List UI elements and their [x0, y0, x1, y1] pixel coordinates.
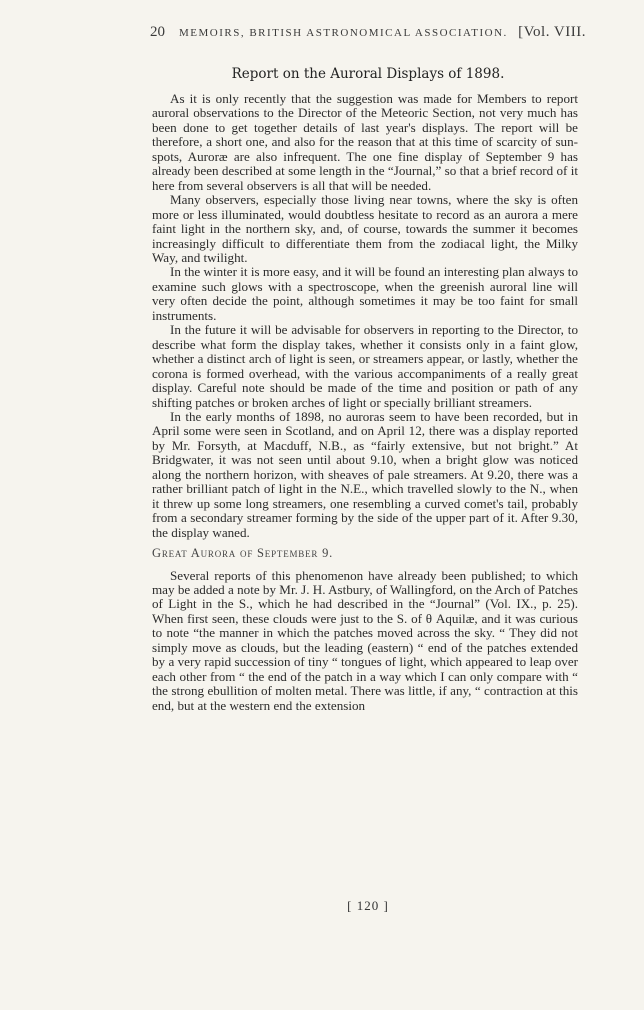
article-title: Report on the Auroral Displays of 1898.	[231, 66, 505, 82]
running-head	[150, 24, 586, 41]
folio-number: [ 120 ]	[347, 898, 389, 913]
section-heading: Great Aurora of September 9.	[152, 546, 334, 561]
journal-title: MEMOIRS, BRITISH ASTRONOMICAL ASSOCIATION.	[179, 27, 508, 39]
section-paragraph: Several reports of this phenomenon have already been published; to which may be added a note by Mr. J. H. Astbury, of Wallingford, on the Arch of Patches of Light in the S., which he had described in the “Journal” (Vol. IX., p. 25). When first seen, these clouds were just to the S. of θ Aquilæ, and it was curious to note “the manner in which the patches moved across the sky. “ They did not simply move as clouds, but the leading (eastern) “ end of the patches extended by a very rapid succession of tiny “ tongues of light, which appeared to leap over each other from “ the end of the patch in a way which I can only compare with “ the strong ebullition of molten metal. There was little, if any, “ contraction at this end, but at the western end the extension	[152, 567, 578, 713]
page-number: 20	[150, 24, 165, 40]
paragraph: In the early months of 1898, no auroras seem to have been recorded, but in April some were seen in Scotland, and on April 12, there was a display reported by Mr. Forsyth, at Macduff, N.B., as “fairly extensive, but not bright.” At Bridgwater, it was not seen until about 9.10, when a bright glow was noticed along the northern horizon, with sheaves of pale streamers. At 9.20, there was a rather brilliant patch of light in the N.E., which travelled slowly to the N., when it threw up some long streamers, one resembling a curved comet's tail, probably from a secondary streamer forming by the side of the upper part of it. After 9.30, the display waned.	[152, 408, 578, 540]
article-body	[152, 92, 578, 713]
volume-label: [Vol. VIII.	[518, 24, 586, 40]
paragraph: In the winter it is more easy, and it will be found an interesting plan always to examine such glows with a spectroscope, when the greenish auroral line will very often decide the point, although sometimes it may be too faint for small instruments.	[152, 264, 578, 323]
paragraph: Many observers, especially those living near towns, where the sky is often more or less illuminated, would doubtless hesitate to record as an aurora a mere faint light in the northern sky, and, of course, towards the summer it becomes increasingly difficult to differentiate them from the zodiacal light, the Milky Way, and twilight.	[152, 192, 578, 265]
paragraph: In the future it will be advisable for observers in reporting to the Director, to describe what form the display takes, whether it consists only in a faint glow, whether a distinct arch of light is seen, or streamers appear, or lastly, whether the corona is formed overhead, with the various accompaniments of a really great display. Careful note should be made of the time and position or path of any shifting patches or broken arches of light or specially brilliant streamers.	[152, 322, 578, 410]
paragraph: As it is only recently that the suggestion was made for Members to report auroral observations to the Director of the Meteoric Section, not very much has been done to get together details of last year's displays. The report will be therefore, a short one, and also for the reason that at this time of scarcity of sun-spots, Auroræ are also infrequent. The one fine display of September 9 has already been described at some length in the “Journal,” so that a brief record of it here from several observers is all that will be needed.	[152, 91, 578, 193]
